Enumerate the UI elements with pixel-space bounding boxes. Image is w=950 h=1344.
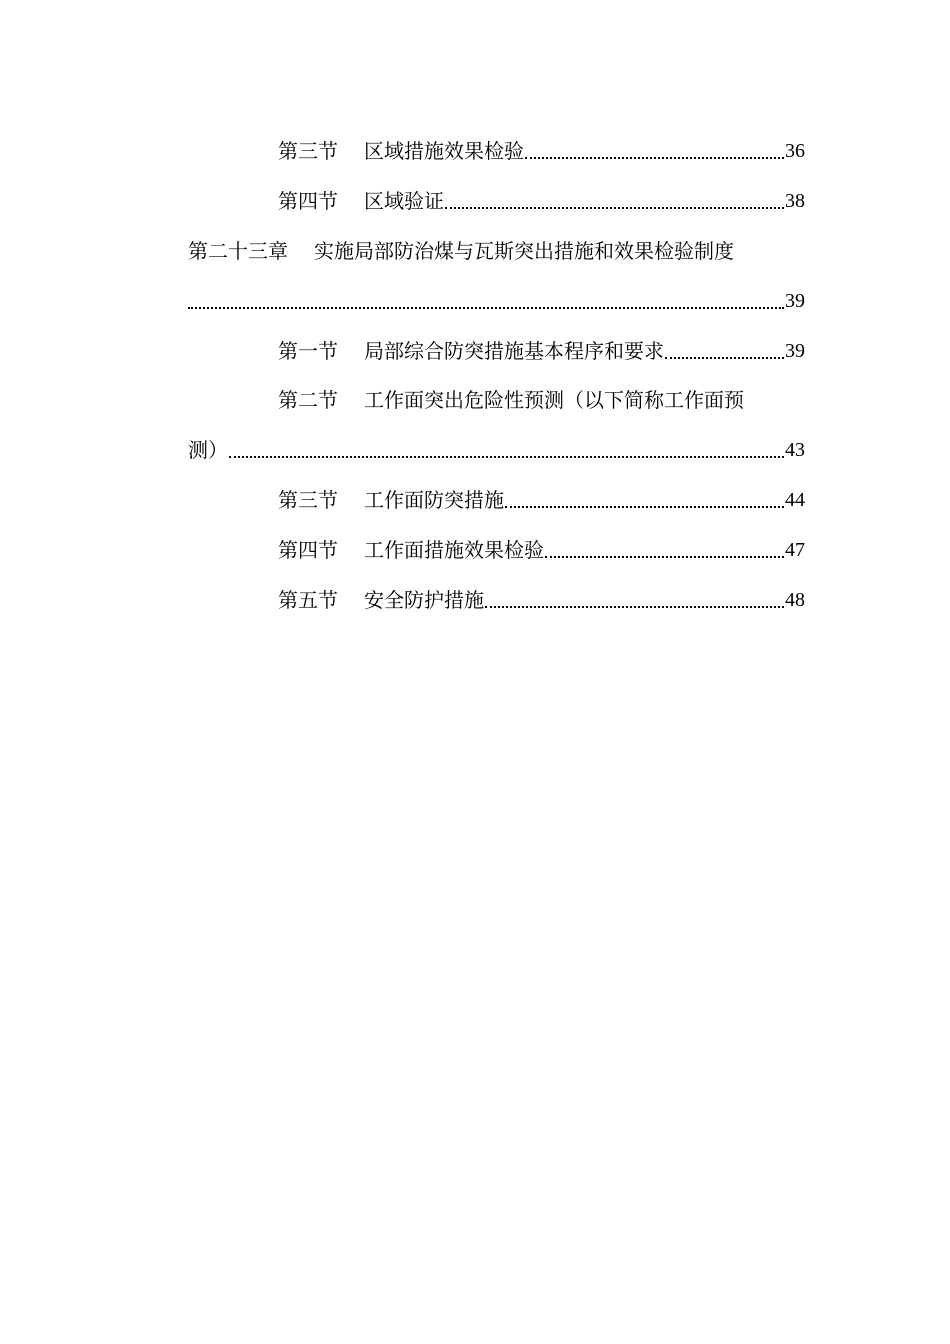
toc-entry-label <box>278 336 664 366</box>
dot-leader <box>665 336 784 366</box>
page-number: 43 <box>785 439 805 461</box>
dot-leader <box>485 585 784 615</box>
section-number: 第五节 <box>278 588 338 612</box>
dot-leader <box>445 186 784 216</box>
section-title: 工作面防突措施 <box>364 488 504 512</box>
chapter-number: 第二十三章 <box>188 239 288 263</box>
toc-entry-section-3-regional-check[interactable] <box>278 136 805 166</box>
toc-entry-chapter-23-leader-line[interactable] <box>188 286 805 316</box>
dot-leader <box>229 435 784 465</box>
toc-entry-label <box>278 485 504 515</box>
toc-entry-label <box>278 186 444 216</box>
page-number: 48 <box>785 589 805 611</box>
dot-leader <box>545 535 784 565</box>
toc-entry-chapter-23-heading[interactable] <box>188 236 805 266</box>
section-number: 第三节 <box>278 488 338 512</box>
section-title: 工作面突出危险性预测（以下简称工作面预 <box>364 388 744 412</box>
section-title: 局部综合防突措施基本程序和要求 <box>364 339 664 363</box>
section-title: 工作面措施效果检验 <box>364 538 544 562</box>
section-number: 第二节 <box>278 388 338 412</box>
section-number: 第一节 <box>278 339 338 363</box>
section-title-continuation: 测） <box>188 438 228 462</box>
dot-leader <box>505 485 784 515</box>
toc-entry-section-4-workface-check[interactable] <box>278 535 805 565</box>
toc-entry-section-1-local-measures[interactable] <box>278 336 805 366</box>
section-title: 区域验证 <box>364 189 444 213</box>
page-number: 47 <box>785 539 805 561</box>
section-number: 第三节 <box>278 139 338 163</box>
section-number: 第四节 <box>278 538 338 562</box>
page-number: 38 <box>785 190 805 212</box>
chapter-title: 实施局部防治煤与瓦斯突出措施和效果检验制度 <box>314 239 734 263</box>
page-number: 39 <box>785 340 805 362</box>
toc-entry-section-2-heading[interactable] <box>278 385 805 415</box>
toc-entry-section-4-regional-verify[interactable] <box>278 186 805 216</box>
toc-entry-section-5-safety-measures[interactable] <box>278 585 805 615</box>
dot-leader <box>525 136 784 166</box>
page-number: 36 <box>785 140 805 162</box>
dot-leader <box>188 286 784 316</box>
section-title: 安全防护措施 <box>364 588 484 612</box>
toc-entry-label <box>278 585 484 615</box>
toc-entry-label <box>278 535 544 565</box>
toc-entry-section-2-continuation[interactable] <box>188 435 805 465</box>
toc-entry-section-3-workface-measures[interactable] <box>278 485 805 515</box>
section-number: 第四节 <box>278 189 338 213</box>
section-title: 区域措施效果检验 <box>364 139 524 163</box>
page-number: 44 <box>785 489 805 511</box>
page-number: 39 <box>785 290 805 312</box>
toc-entry-label <box>278 136 524 166</box>
